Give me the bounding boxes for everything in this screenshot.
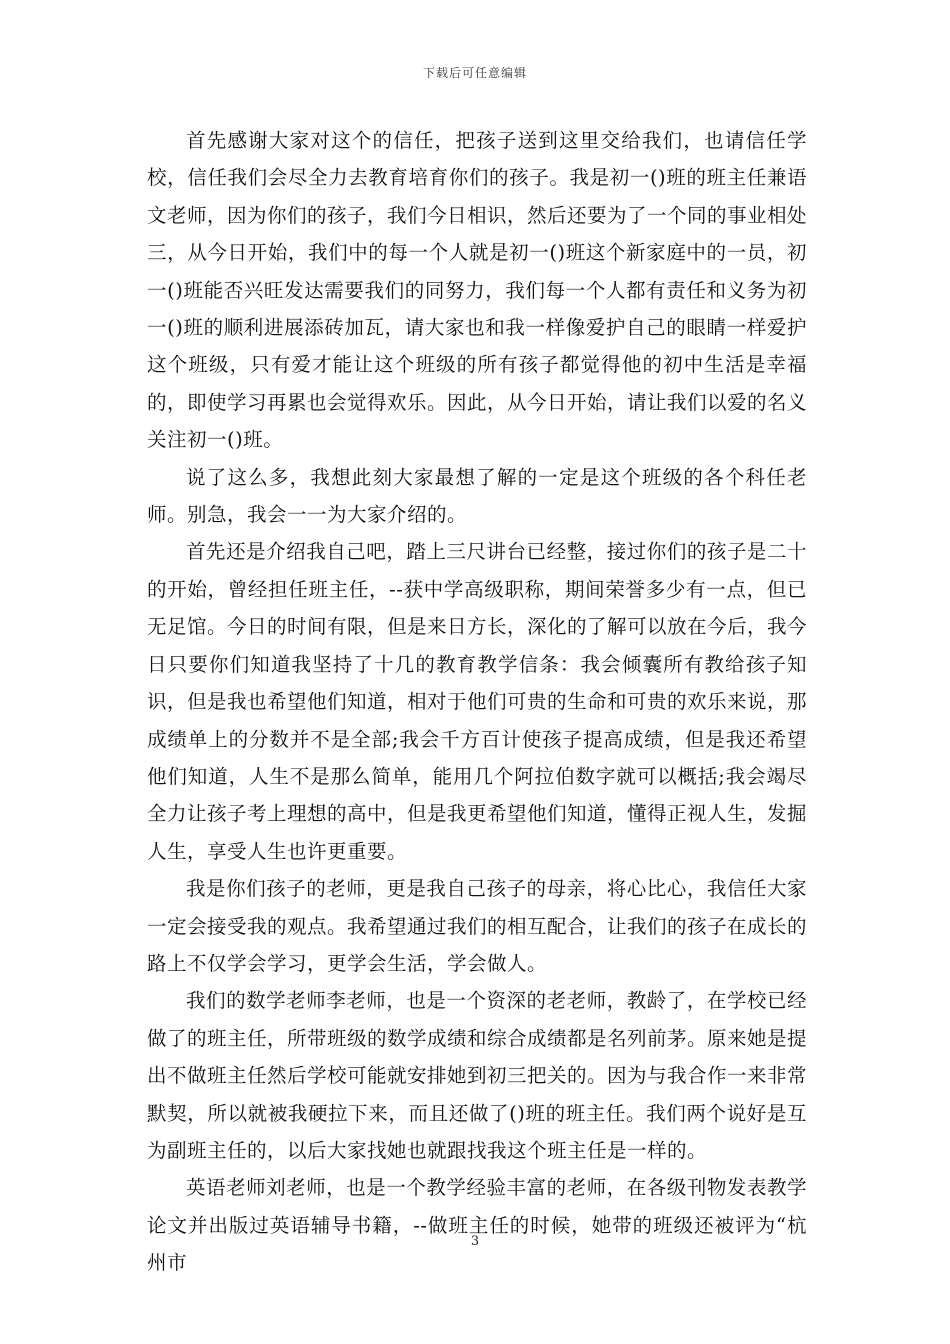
paragraph: 说了这么多，我想此刻大家最想了解的一定是这个班级的各个科任老师。别急，我会一一为大家介绍的。: [147, 465, 807, 527]
paragraph: 我们的数学老师李老师，也是一个资深的老老师，教龄了，在学校已经做了的班主任，所带班级的数学成绩和综合成绩都是名列前茅。原来她是提出不做班主任然后学校可能就安排她到初三把关的。因为与我合作一来非常默契，所以就被我硬拉下来，而且还做了()班的班主任。我们两个说好是互为副班主任的，以后大家找她也就跟找我这个班主任是一样的。: [147, 989, 808, 1162]
page-header: 下载后可任意编辑: [422, 66, 527, 80]
document-body: [147, 122, 807, 1282]
paragraph: 我是你们孩子的老师，更是我自己孩子的母亲，将心比心，我信任大家一定会接受我的观点。我希望通过我们的相互配合，让我们的孩子在成长的路上不仅学会学习，更学会生活，学会做人。: [147, 877, 808, 975]
paragraph: 英语老师刘老师，也是一个教学经验丰富的老师，在各级刊物发表教学论文并出版过英语辅导书籍，--做班主任的时候，她带的班级还被评为“杭州市: [147, 1176, 807, 1275]
paragraph: 首先感谢大家对这个的信任，把孩子送到这里交给我们，也请信任学校，信任我们会尽全力去教育培育你们的孩子。我是初一()班的班主任兼语文老师，因为你们的孩子，我们今日相识，然后还要为了一个同的事业相处三，从今日开始，我们中的每一个人就是初一()班这个新家庭中的一员，初一()班能否兴旺发达需要我们的同努力，我们每一个人都有责任和义务为初一()班的顺利进展添砖加瓦，请大家也和我一样像爱护自己的眼睛一样爱护这个班级，只有爱才能让这个班级的所有孩子都觉得他的初中生活是幸福的，即使学习再累也会觉得欢乐。因此，从今日开始，请让我们以爱的名义关注初一()班。: [147, 129, 808, 452]
paragraph: 首先还是介绍我自己吧，踏上三尺讲台已经整，接过你们的孩子是二十的开始，曾经担任班主任，--获中学高级职称，期间荣誉多少有一点，但已无足馆。今日的时间有限，但是来日方长，深化的了解可以放在今后，我今日只要你们知道我坚持了十几的教育教学信条：我会倾囊所有教给孩子知识，但是我也希望他们知道，相对于他们可贵的生命和可贵的欢乐来说，那成绩单上的分数并不是全部;我会千方百计使孩子提高成绩，但是我还希望他们知道，人生不是那么简单，能用几个阿拉伯数字就可以概括;我会竭尽全力让孩子考上理想的高中，但是我更希望他们知道，懂得正视人生，发掘人生，享受人生也许更重要。: [147, 540, 808, 863]
page-number: 3: [470, 1234, 480, 1249]
